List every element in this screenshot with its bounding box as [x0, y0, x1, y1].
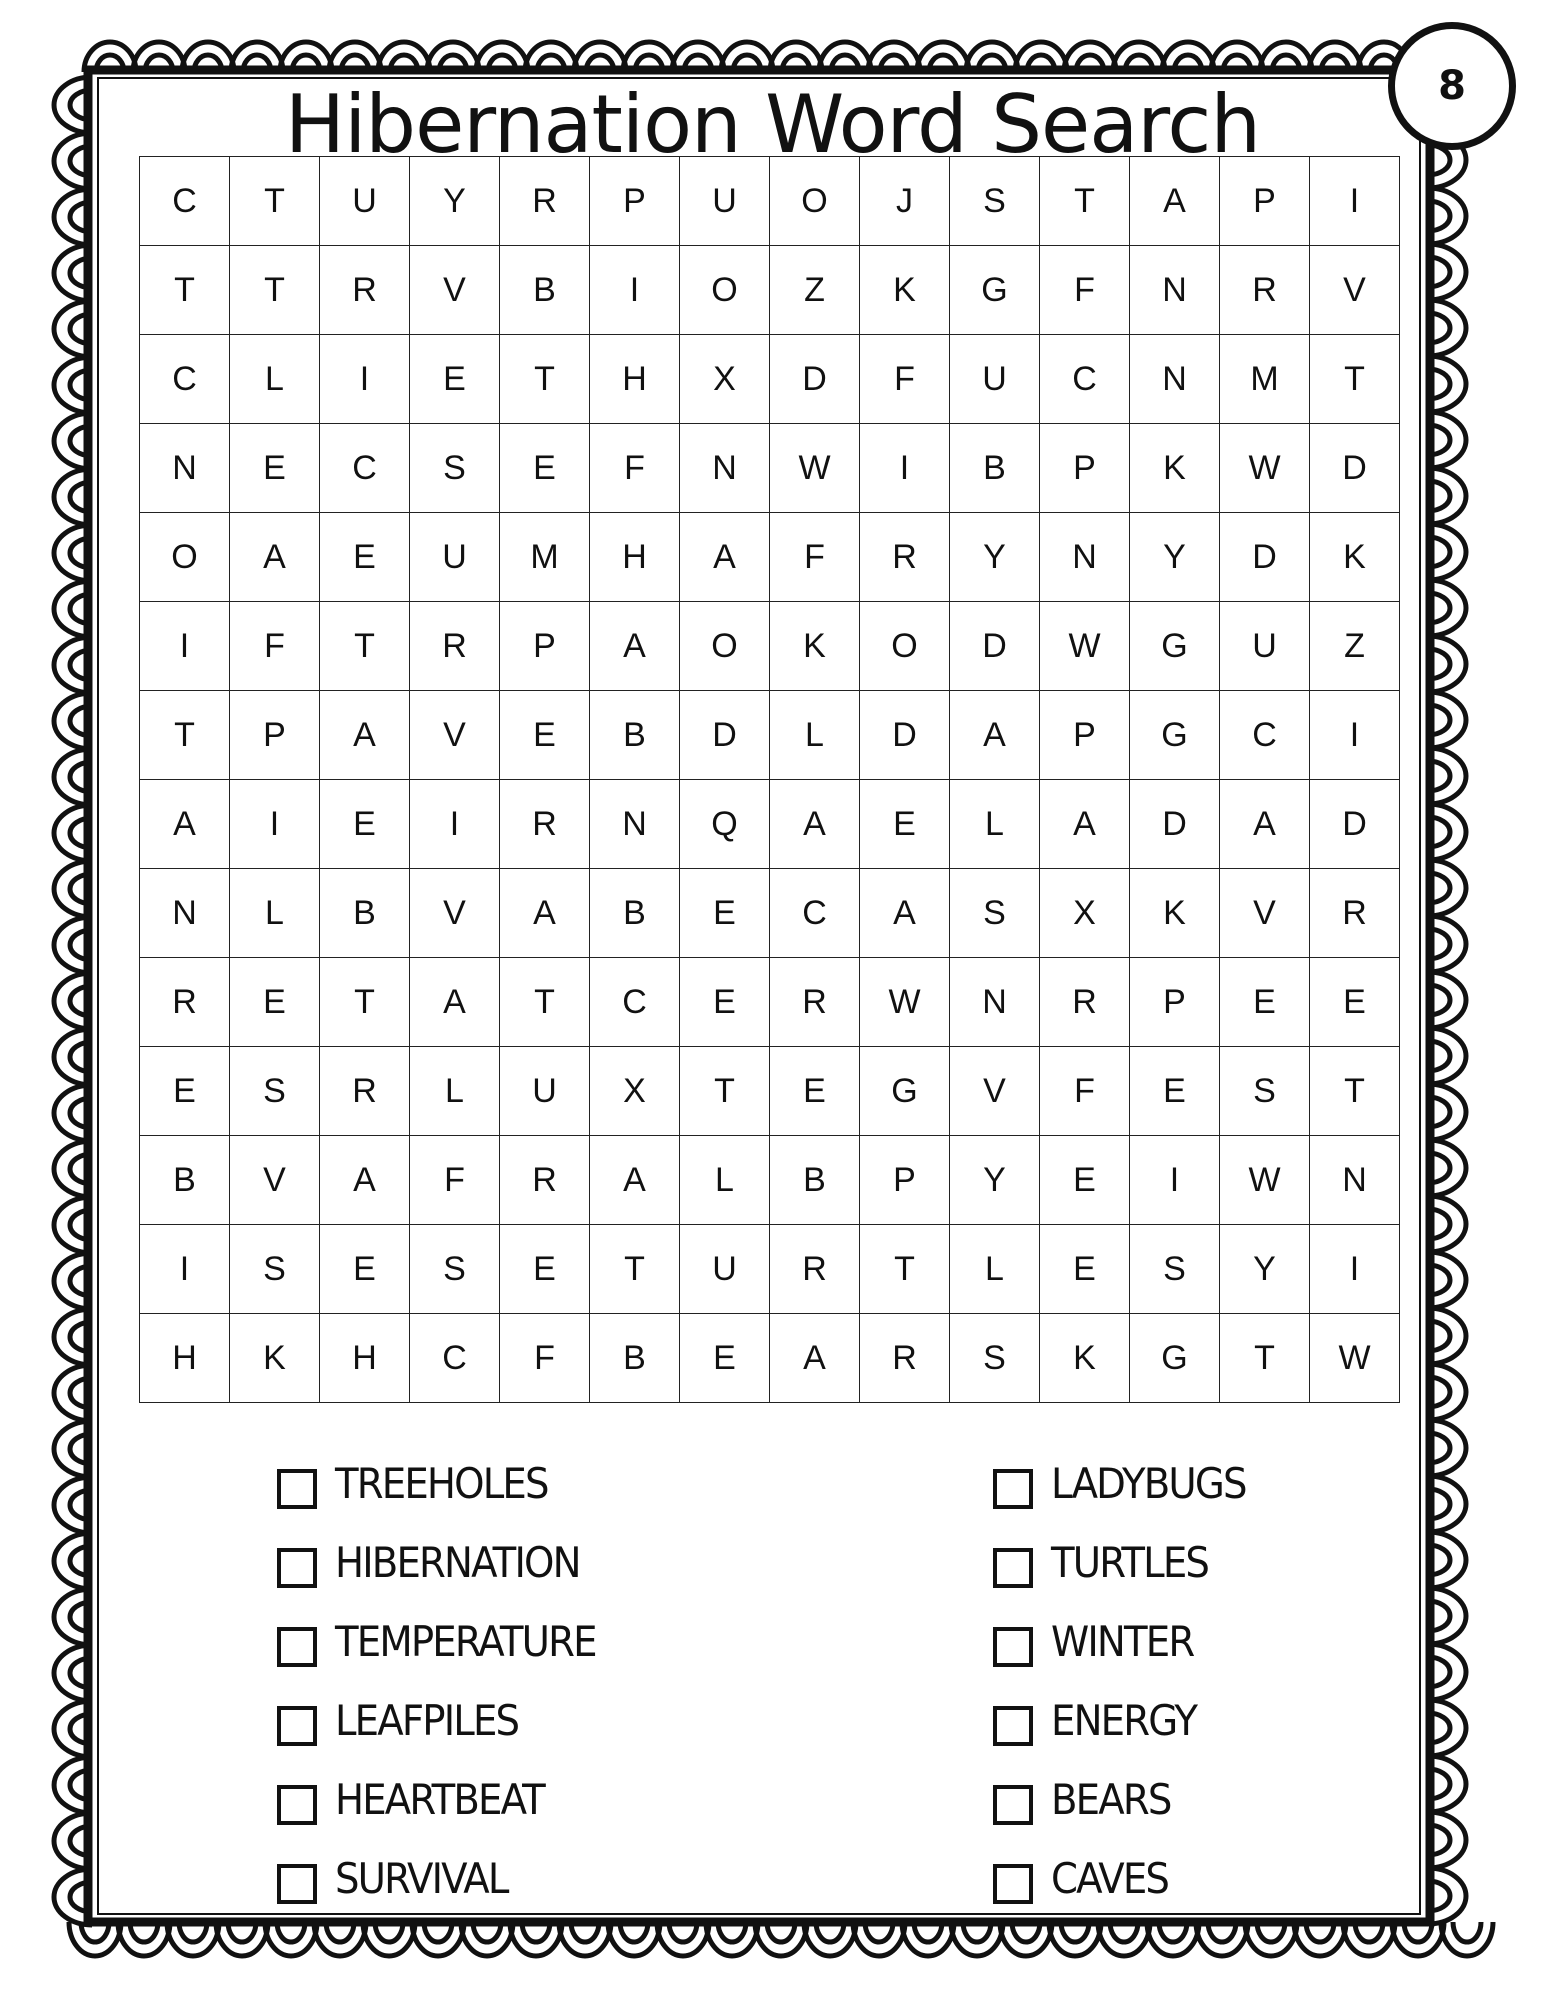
grid-cell[interactable]: R: [860, 513, 950, 602]
grid-cell[interactable]: N: [140, 424, 230, 513]
word-label: HIBERNATION: [335, 1537, 580, 1587]
grid-cell[interactable]: T: [320, 602, 410, 691]
grid-cell[interactable]: O: [680, 602, 770, 691]
word-list-item: [277, 1769, 562, 1829]
grid-cell[interactable]: Y: [410, 157, 500, 246]
grid-cell[interactable]: L: [230, 335, 320, 424]
grid-row: [140, 246, 1400, 335]
grid-row: [140, 869, 1400, 958]
grid-cell[interactable]: O: [680, 246, 770, 335]
grid-cell[interactable]: P: [1040, 424, 1130, 513]
grid-cell[interactable]: R: [1040, 958, 1130, 1047]
word-checkbox[interactable]: [277, 1706, 317, 1746]
grid-cell[interactable]: G: [860, 1047, 950, 1136]
grid-cell[interactable]: R: [1220, 246, 1310, 335]
word-label: TURTLES: [1051, 1537, 1209, 1587]
grid-cell[interactable]: A: [320, 1136, 410, 1225]
word-label: SURVIVAL: [335, 1853, 508, 1903]
grid-cell[interactable]: B: [590, 691, 680, 780]
word-label: LADYBUGS: [1051, 1458, 1246, 1508]
grid-cell[interactable]: C: [590, 958, 680, 1047]
grid-cell[interactable]: T: [680, 1047, 770, 1136]
grid-cell[interactable]: X: [590, 1047, 680, 1136]
grid-row: [140, 1136, 1400, 1225]
grid-cell[interactable]: F: [1040, 1047, 1130, 1136]
grid-cell[interactable]: P: [1130, 958, 1220, 1047]
word-list-item: [993, 1611, 1206, 1671]
word-list-item: [277, 1848, 523, 1908]
grid-cell[interactable]: B: [140, 1136, 230, 1225]
word-checkbox[interactable]: [277, 1627, 317, 1667]
grid-cell[interactable]: K: [1040, 1314, 1130, 1403]
grid-cell[interactable]: N: [1130, 335, 1220, 424]
grid-cell[interactable]: E: [320, 513, 410, 602]
grid-cell[interactable]: W: [860, 958, 950, 1047]
grid-cell[interactable]: P: [1040, 691, 1130, 780]
word-list-item: [277, 1453, 566, 1513]
word-checkbox[interactable]: [277, 1864, 317, 1904]
grid-cell[interactable]: S: [230, 1047, 320, 1136]
grid-cell[interactable]: K: [1130, 424, 1220, 513]
grid-cell[interactable]: G: [1130, 602, 1220, 691]
grid-cell[interactable]: F: [860, 335, 950, 424]
grid-cell[interactable]: E: [1040, 1136, 1130, 1225]
grid-row: [140, 335, 1400, 424]
grid-cell[interactable]: U: [410, 513, 500, 602]
grid-cell[interactable]: T: [140, 246, 230, 335]
grid-cell[interactable]: T: [230, 246, 320, 335]
grid-cell[interactable]: E: [1040, 1225, 1130, 1314]
grid-cell[interactable]: P: [230, 691, 320, 780]
grid-cell[interactable]: R: [500, 780, 590, 869]
grid-cell[interactable]: E: [1130, 1047, 1220, 1136]
grid-cell[interactable]: E: [230, 424, 320, 513]
grid-cell[interactable]: A: [1040, 780, 1130, 869]
grid-cell[interactable]: F: [590, 424, 680, 513]
grid-cell[interactable]: F: [770, 513, 860, 602]
grid-cell[interactable]: X: [680, 335, 770, 424]
grid-cell[interactable]: I: [860, 424, 950, 513]
grid-cell[interactable]: E: [680, 958, 770, 1047]
grid-cell[interactable]: I: [1310, 691, 1400, 780]
word-list-item: [993, 1848, 1178, 1908]
grid-cell[interactable]: N: [1040, 513, 1130, 602]
grid-cell[interactable]: K: [1310, 513, 1400, 602]
grid-cell[interactable]: E: [1220, 958, 1310, 1047]
grid-cell[interactable]: U: [1220, 602, 1310, 691]
grid-cell[interactable]: I: [320, 335, 410, 424]
grid-cell[interactable]: T: [1310, 335, 1400, 424]
grid-row: [140, 602, 1400, 691]
grid-cell[interactable]: T: [320, 958, 410, 1047]
page-title: Hibernation Word Search: [284, 78, 1261, 171]
grid-cell[interactable]: K: [230, 1314, 320, 1403]
grid-cell[interactable]: E: [860, 780, 950, 869]
grid-cell[interactable]: W: [1220, 424, 1310, 513]
grid-cell[interactable]: I: [1310, 157, 1400, 246]
grid-cell[interactable]: E: [320, 1225, 410, 1314]
grid-cell[interactable]: H: [140, 1314, 230, 1403]
page-number: 8: [1438, 63, 1466, 109]
grid-cell[interactable]: B: [590, 869, 680, 958]
grid-cell[interactable]: R: [320, 1047, 410, 1136]
grid-cell[interactable]: C: [140, 157, 230, 246]
grid-cell[interactable]: E: [770, 1047, 860, 1136]
grid-cell[interactable]: T: [500, 335, 590, 424]
grid-cell[interactable]: B: [320, 869, 410, 958]
word-list-item: [993, 1690, 1209, 1750]
word-list-item: [993, 1453, 1263, 1513]
grid-cell[interactable]: A: [320, 691, 410, 780]
grid-cell[interactable]: P: [590, 157, 680, 246]
word-checkbox[interactable]: [277, 1548, 317, 1588]
grid-cell[interactable]: G: [1130, 691, 1220, 780]
grid-cell[interactable]: V: [1310, 246, 1400, 335]
word-checkbox[interactable]: [993, 1864, 1033, 1904]
grid-cell[interactable]: P: [860, 1136, 950, 1225]
grid-cell[interactable]: Z: [770, 246, 860, 335]
grid-cell[interactable]: N: [140, 869, 230, 958]
word-list-item: [277, 1532, 601, 1592]
grid-cell[interactable]: U: [950, 335, 1040, 424]
grid-cell[interactable]: G: [950, 246, 1040, 335]
grid-cell[interactable]: A: [770, 780, 860, 869]
grid-cell[interactable]: I: [230, 780, 320, 869]
grid-cell[interactable]: W: [770, 424, 860, 513]
grid-cell[interactable]: H: [320, 1314, 410, 1403]
grid-cell[interactable]: N: [590, 780, 680, 869]
grid-cell[interactable]: T: [500, 958, 590, 1047]
grid-cell[interactable]: F: [1040, 246, 1130, 335]
word-label: WINTER: [1051, 1616, 1194, 1666]
grid-cell[interactable]: L: [950, 780, 1040, 869]
grid-cell[interactable]: J: [860, 157, 950, 246]
grid-cell[interactable]: T: [1040, 157, 1130, 246]
grid-cell[interactable]: C: [1220, 691, 1310, 780]
grid-cell[interactable]: L: [770, 691, 860, 780]
grid-cell[interactable]: A: [1220, 780, 1310, 869]
grid-cell[interactable]: T: [230, 157, 320, 246]
grid-cell[interactable]: I: [140, 602, 230, 691]
grid-cell[interactable]: D: [860, 691, 950, 780]
grid-cell[interactable]: S: [1220, 1047, 1310, 1136]
grid-cell[interactable]: N: [950, 958, 1040, 1047]
grid-cell[interactable]: H: [590, 513, 680, 602]
grid-cell[interactable]: R: [860, 1314, 950, 1403]
word-checkbox[interactable]: [993, 1469, 1033, 1509]
grid-cell[interactable]: B: [500, 246, 590, 335]
grid-row: [140, 691, 1400, 780]
grid-cell[interactable]: V: [230, 1136, 320, 1225]
grid-cell[interactable]: P: [1220, 157, 1310, 246]
grid-cell[interactable]: N: [1130, 246, 1220, 335]
grid-cell[interactable]: T: [590, 1225, 680, 1314]
grid-cell[interactable]: B: [770, 1136, 860, 1225]
grid-cell[interactable]: S: [950, 1314, 1040, 1403]
grid-cell[interactable]: O: [140, 513, 230, 602]
grid-cell[interactable]: W: [1310, 1314, 1400, 1403]
grid-cell[interactable]: E: [230, 958, 320, 1047]
grid-cell[interactable]: E: [680, 869, 770, 958]
grid-cell[interactable]: K: [1130, 869, 1220, 958]
grid-cell[interactable]: R: [410, 602, 500, 691]
word-label: HEARTBEAT: [335, 1774, 544, 1824]
word-checkbox[interactable]: [993, 1627, 1033, 1667]
grid-cell[interactable]: R: [770, 1225, 860, 1314]
grid-cell[interactable]: D: [1130, 780, 1220, 869]
grid-cell[interactable]: A: [590, 602, 680, 691]
grid-row: [140, 958, 1400, 1047]
grid-cell[interactable]: A: [680, 513, 770, 602]
grid-cell[interactable]: X: [1040, 869, 1130, 958]
word-label: LEAFPILES: [335, 1695, 519, 1745]
grid-cell[interactable]: S: [410, 424, 500, 513]
grid-cell[interactable]: A: [950, 691, 1040, 780]
grid-cell[interactable]: E: [500, 424, 590, 513]
grid-cell[interactable]: T: [1220, 1314, 1310, 1403]
grid-cell[interactable]: U: [680, 1225, 770, 1314]
grid-cell[interactable]: S: [230, 1225, 320, 1314]
grid-cell[interactable]: L: [410, 1047, 500, 1136]
grid-cell[interactable]: A: [1130, 157, 1220, 246]
grid-cell[interactable]: U: [680, 157, 770, 246]
word-label: BEARS: [1051, 1774, 1171, 1824]
grid-cell[interactable]: K: [860, 246, 950, 335]
grid-cell[interactable]: F: [410, 1136, 500, 1225]
word-label: CAVES: [1051, 1853, 1169, 1903]
grid-cell[interactable]: E: [680, 1314, 770, 1403]
grid-cell[interactable]: P: [500, 602, 590, 691]
grid-cell[interactable]: R: [320, 246, 410, 335]
grid-cell[interactable]: C: [320, 424, 410, 513]
grid-cell[interactable]: S: [950, 869, 1040, 958]
grid-cell[interactable]: E: [320, 780, 410, 869]
grid-cell[interactable]: A: [770, 1314, 860, 1403]
grid-cell[interactable]: C: [770, 869, 860, 958]
grid-row: [140, 513, 1400, 602]
word-checkbox[interactable]: [277, 1469, 317, 1509]
grid-cell[interactable]: C: [140, 335, 230, 424]
grid-cell[interactable]: D: [680, 691, 770, 780]
grid-cell[interactable]: K: [770, 602, 860, 691]
grid-cell[interactable]: I: [1130, 1136, 1220, 1225]
grid-cell[interactable]: O: [860, 602, 950, 691]
grid-cell[interactable]: G: [1130, 1314, 1220, 1403]
grid-cell[interactable]: S: [1130, 1225, 1220, 1314]
grid-cell[interactable]: M: [1220, 335, 1310, 424]
grid-cell[interactable]: U: [320, 157, 410, 246]
grid-cell[interactable]: Y: [1220, 1225, 1310, 1314]
grid-cell[interactable]: S: [950, 157, 1040, 246]
grid-cell[interactable]: A: [230, 513, 320, 602]
grid-cell[interactable]: D: [1310, 424, 1400, 513]
grid-cell[interactable]: A: [590, 1136, 680, 1225]
grid-cell[interactable]: B: [590, 1314, 680, 1403]
grid-cell[interactable]: D: [770, 335, 860, 424]
grid-cell[interactable]: I: [410, 780, 500, 869]
grid-cell[interactable]: L: [230, 869, 320, 958]
word-checkbox[interactable]: [993, 1785, 1033, 1825]
grid-cell[interactable]: S: [410, 1225, 500, 1314]
grid-cell[interactable]: F: [230, 602, 320, 691]
grid-cell[interactable]: L: [950, 1225, 1040, 1314]
grid-cell[interactable]: A: [140, 780, 230, 869]
word-label: TREEHOLES: [335, 1458, 548, 1508]
grid-cell[interactable]: A: [860, 869, 950, 958]
grid-cell[interactable]: R: [500, 1136, 590, 1225]
grid-cell[interactable]: R: [500, 157, 590, 246]
word-list-item: [993, 1532, 1222, 1592]
grid-cell[interactable]: N: [680, 424, 770, 513]
word-checkbox[interactable]: [277, 1785, 317, 1825]
grid-cell[interactable]: V: [410, 869, 500, 958]
grid-cell[interactable]: W: [1220, 1136, 1310, 1225]
word-list-item: [277, 1690, 534, 1750]
word-checkbox[interactable]: [993, 1548, 1033, 1588]
grid-cell[interactable]: D: [950, 602, 1040, 691]
grid-row: [140, 424, 1400, 513]
grid-cell[interactable]: E: [500, 1225, 590, 1314]
grid-row: [140, 1314, 1400, 1403]
grid-cell[interactable]: W: [1040, 602, 1130, 691]
word-search-grid: [139, 156, 1400, 1403]
grid-cell[interactable]: T: [140, 691, 230, 780]
grid-cell[interactable]: I: [1310, 1225, 1400, 1314]
grid-cell[interactable]: Y: [950, 1136, 1040, 1225]
word-label: TEMPERATURE: [335, 1616, 596, 1666]
grid-row: [140, 780, 1400, 869]
grid-cell[interactable]: Q: [680, 780, 770, 869]
grid-cell[interactable]: F: [500, 1314, 590, 1403]
grid-cell[interactable]: B: [950, 424, 1040, 513]
word-list-item: [277, 1611, 618, 1671]
grid-cell[interactable]: E: [500, 691, 590, 780]
grid-cell[interactable]: T: [860, 1225, 950, 1314]
grid-cell[interactable]: I: [140, 1225, 230, 1314]
grid-cell[interactable]: E: [410, 335, 500, 424]
grid-cell[interactable]: O: [770, 157, 860, 246]
grid-cell[interactable]: M: [500, 513, 590, 602]
grid-cell[interactable]: D: [1310, 780, 1400, 869]
word-list-item: [993, 1769, 1181, 1829]
grid-cell[interactable]: R: [770, 958, 860, 1047]
grid-row: [140, 157, 1400, 246]
grid-cell[interactable]: Z: [1310, 602, 1400, 691]
grid-cell[interactable]: I: [590, 246, 680, 335]
grid-cell[interactable]: A: [500, 869, 590, 958]
grid-cell[interactable]: T: [1310, 1047, 1400, 1136]
word-checkbox[interactable]: [993, 1706, 1033, 1746]
grid-cell[interactable]: V: [950, 1047, 1040, 1136]
grid-cell[interactable]: D: [1220, 513, 1310, 602]
grid-cell[interactable]: V: [410, 691, 500, 780]
grid-cell[interactable]: Y: [1130, 513, 1220, 602]
grid-cell[interactable]: E: [1310, 958, 1400, 1047]
grid-row: [140, 1225, 1400, 1314]
grid-cell[interactable]: Y: [950, 513, 1040, 602]
grid-cell[interactable]: L: [680, 1136, 770, 1225]
grid-cell[interactable]: U: [500, 1047, 590, 1136]
grid-cell[interactable]: R: [140, 958, 230, 1047]
grid-cell[interactable]: E: [140, 1047, 230, 1136]
grid-cell[interactable]: R: [1310, 869, 1400, 958]
grid-cell[interactable]: H: [590, 335, 680, 424]
grid-cell[interactable]: V: [410, 246, 500, 335]
grid-row: [140, 1047, 1400, 1136]
grid-cell[interactable]: C: [410, 1314, 500, 1403]
grid-cell[interactable]: A: [410, 958, 500, 1047]
page-number-badge: [1388, 22, 1516, 150]
word-label: ENERGY: [1051, 1695, 1197, 1745]
grid-cell[interactable]: N: [1310, 1136, 1400, 1225]
grid-cell[interactable]: V: [1220, 869, 1310, 958]
grid-cell[interactable]: C: [1040, 335, 1130, 424]
